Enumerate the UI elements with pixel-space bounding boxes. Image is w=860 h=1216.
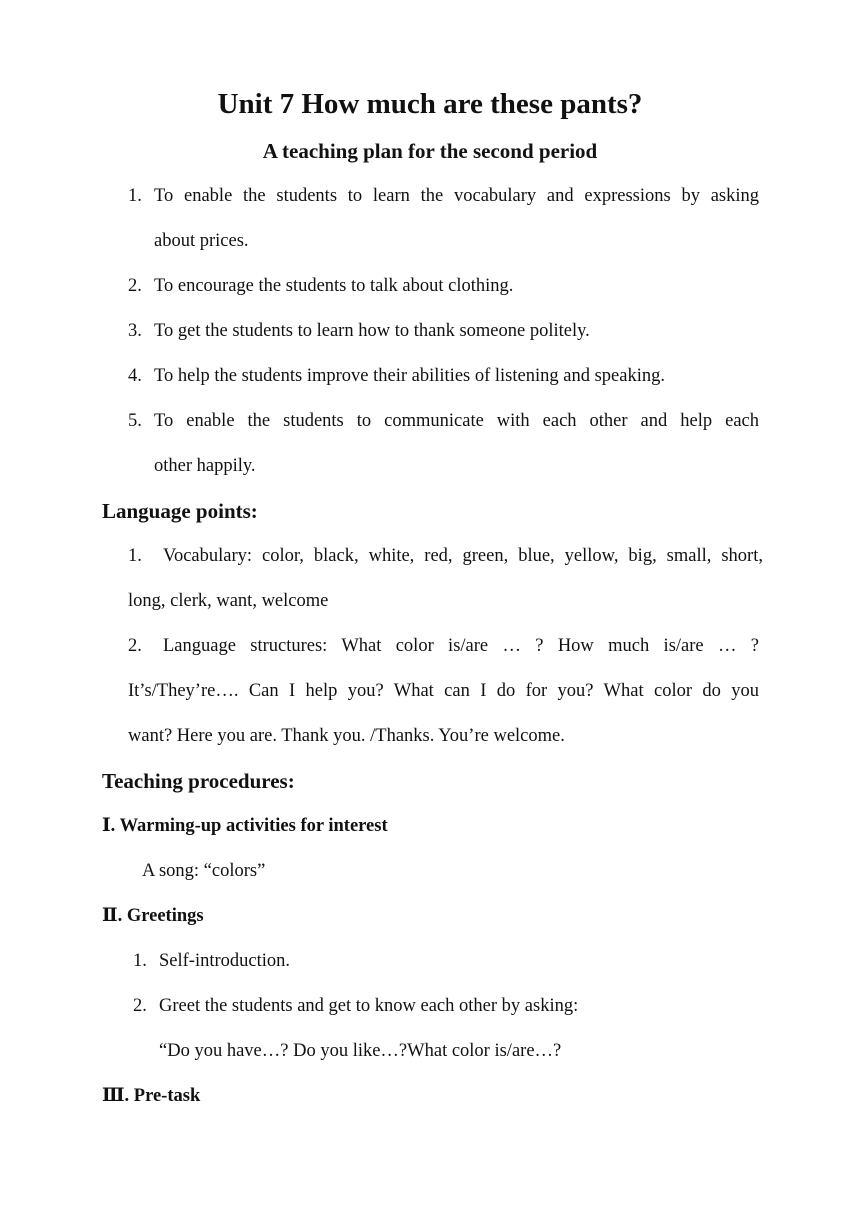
page-title: Unit 7 How much are these pants? (217, 88, 643, 120)
list-item-number: 2. (133, 996, 147, 1016)
list-item-text-continued: It’s/They’re…. Can I help you? What can I do for you? What color do you (128, 681, 759, 701)
list-item-number: 2. (128, 636, 142, 656)
list-item-text: To enable the students to learn the vocabulary and expressions by asking (154, 186, 759, 206)
list-item-number: 1. (128, 186, 142, 206)
procedure-heading-greetings: Ⅱ. Greetings (102, 906, 204, 926)
list-item-text: Self-introduction. (159, 951, 291, 971)
list-item-quote: “Do you have…? Do you like…?What color is/are…? (159, 1041, 562, 1061)
list-item-text: To enable the students to communicate with each other and help each (154, 411, 759, 431)
list-item-text: To help the students improve their abilities of listening and speaking. (154, 366, 665, 386)
list-item-number: 4. (128, 366, 142, 386)
list-item-number: 1. (133, 951, 147, 971)
page-subtitle: A teaching plan for the second period (262, 139, 598, 163)
list-item-text: Greet the students and get to know each other by asking: (159, 996, 579, 1016)
section-heading-language-points: Language points: (102, 499, 258, 523)
list-item-text-continued: other happily. (154, 456, 256, 476)
procedure-heading-pre-task: Ⅲ. Pre-task (102, 1086, 201, 1106)
list-item-text: Vocabulary: color, black, white, red, green, blue, yellow, big, small, short, (163, 546, 763, 566)
list-item-text: Language structures: What color is/are … ? How much is/are … ? (163, 636, 759, 656)
section-heading-teaching-procedures: Teaching procedures: (102, 769, 295, 793)
list-item-text-continued: about prices. (154, 231, 249, 251)
list-item-number: 1. (128, 546, 142, 566)
list-item-text-continued: want? Here you are. Thank you. /Thanks. You’re welcome. (128, 726, 565, 746)
list-item-number: 2. (128, 276, 142, 296)
list-item-number: 3. (128, 321, 142, 341)
list-item-number: 5. (128, 411, 142, 431)
procedure-text: A song: “colors” (142, 861, 266, 881)
list-item-text: To encourage the students to talk about clothing. (154, 276, 514, 296)
procedure-heading-warming-up: Ⅰ. Warming-up activities for interest (102, 816, 388, 836)
list-item-text: To get the students to learn how to thank someone politely. (154, 321, 590, 341)
list-item-text-continued: long, clerk, want, welcome (128, 591, 329, 611)
